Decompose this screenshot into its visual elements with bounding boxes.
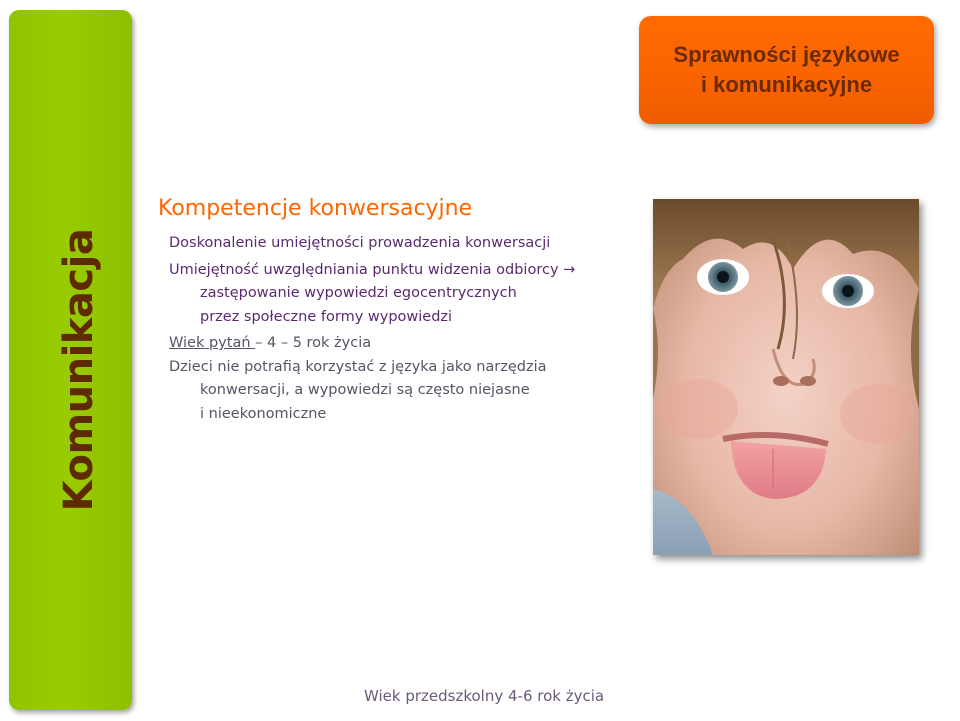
bullet-2-line-2: zastępowanie wypowiedzi egocentrycznych	[200, 285, 517, 301]
bullet-2-line-1: Umiejętność uwzględniania punktu widzenia odbiorcy →	[169, 261, 576, 278]
bullet-4-line-1: Dzieci nie potrafią korzystać z języka jako narzędzia	[169, 358, 547, 375]
sidebar-title: Komunikacja	[56, 228, 102, 512]
bullet-4-line-3: i nieekonomiczne	[200, 405, 327, 422]
bullet-item-3	[169, 332, 649, 356]
bullet-1-text: Doskonalenie umiejętności prowadzenia konwersacji	[169, 235, 551, 251]
header-line-1: Sprawności językowe	[673, 42, 900, 67]
bullet-3-underlined: Wiek pytań	[169, 335, 256, 351]
bullet-4-line-2: konwersacji, a wypowiedzi są często niejasne	[200, 382, 530, 398]
child-face-image	[653, 199, 919, 555]
child-photo	[653, 199, 919, 555]
section-title: Kompetencje konwersacyjne	[158, 196, 473, 221]
bullet-item-4	[169, 356, 649, 427]
footer-caption: Wiek przedszkolny 4-6 rok życia	[364, 687, 605, 705]
bullet-item-1	[169, 232, 649, 256]
bullet-2-line-3: przez społeczne formy wypowiedzi	[200, 308, 453, 325]
sidebar-panel	[9, 10, 132, 710]
bullet-list	[169, 232, 649, 426]
header-line-2: i komunikacyjne	[700, 72, 873, 97]
topic-header	[639, 16, 934, 124]
bullet-3-rest: – 4 – 5 rok życia	[255, 335, 372, 351]
bullet-item-2	[169, 259, 649, 330]
